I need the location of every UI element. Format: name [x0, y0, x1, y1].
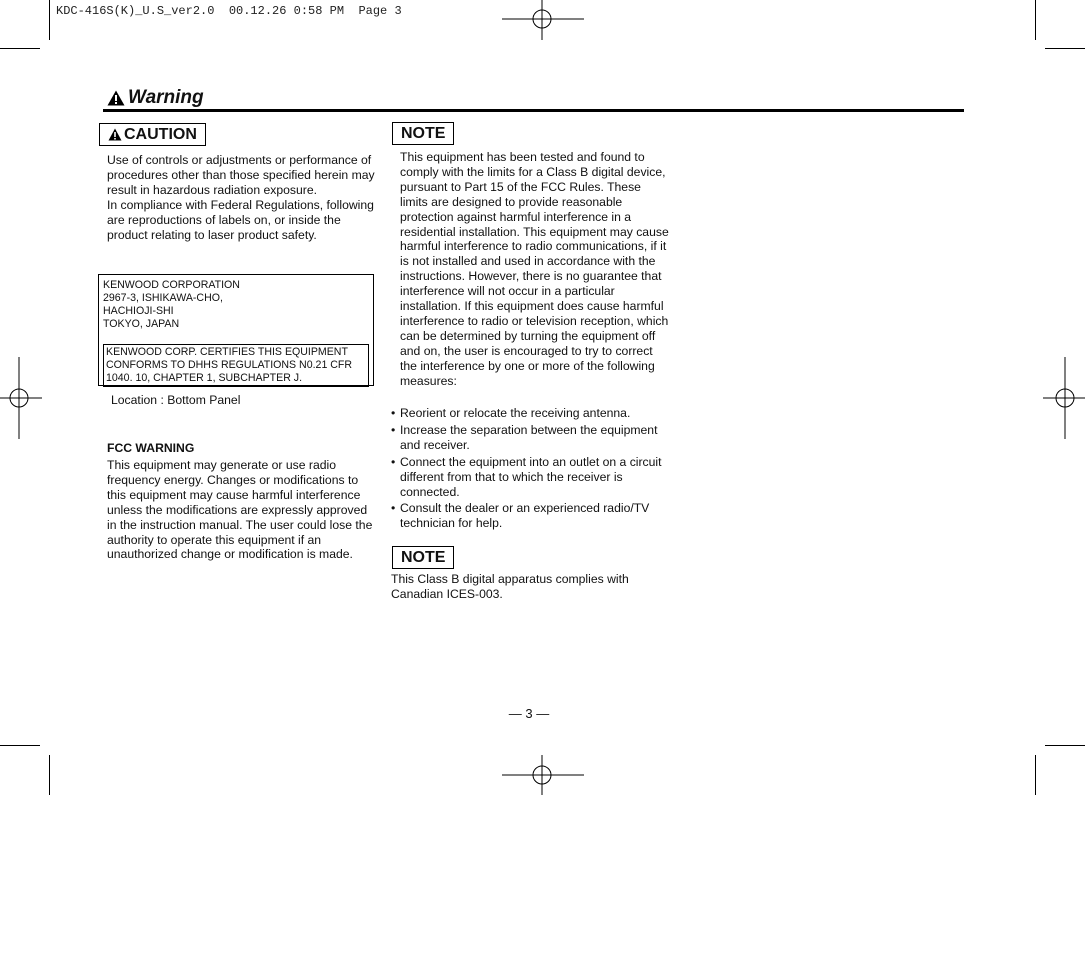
registration-mark-right — [1043, 357, 1085, 439]
caution-paragraph: Use of controls or adjustments or performance of procedures other than those specified herein may result in hazardous radiation exposure. — [107, 153, 375, 197]
label-address-line: 2967-3, ISHIKAWA-CHO, — [103, 292, 223, 304]
registration-mark-bottom — [502, 755, 584, 795]
section-title — [107, 87, 204, 109]
crop-mark — [1035, 755, 1036, 795]
warning-triangle-icon — [108, 128, 122, 141]
crop-mark — [1045, 48, 1085, 49]
list-item: • Consult the dealer or an experienced radio/TV technician for help. — [391, 501, 672, 531]
label-location: Location : Bottom Panel — [111, 393, 241, 407]
crop-mark — [0, 48, 40, 49]
label-address-line: KENWOOD CORPORATION — [103, 279, 240, 291]
page-number: — 3 — — [508, 706, 550, 721]
laser-label-box — [98, 274, 374, 386]
title-rule — [103, 109, 964, 112]
fcc-heading: FCC WARNING — [107, 441, 195, 455]
list-item: • Reorient or relocate the receiving antenna. — [391, 406, 672, 421]
crop-mark — [1045, 745, 1085, 746]
list-item: • Connect the equipment into an outlet on a circuit different from that to which the receiver is connected. — [391, 455, 672, 500]
crop-mark — [49, 755, 50, 795]
print-header: KDC-416S(K)_U.S_ver2.0 00.12.26 0:58 PM Page 3 — [56, 4, 402, 18]
caution-label-text: CAUTION — [124, 126, 197, 143]
caution-paragraph: In compliance with Federal Regulations, following are reproductions of labels on, or inside the product relating to laser product safety. — [107, 197, 374, 242]
note-text: This equipment has been tested and found to comply with the limits for a Class B digital device, pursuant to Part 15 of the FCC Rules. These limits are designed to provide reasonable protection against harmful interference in a residential installation. This equipment may cause harmful interference to radio communications, if it is not installed and used in accordance with the instructions. However, there is no guarantee that interference will not occur in a particular installation. If this equipment does cause harmful interference to radio or television reception, which can be determined by turning the equipment off and on, the user is encouraged to try to correct the interference by one or more of the following measures: — [400, 150, 669, 388]
fcc-text: This equipment may generate or use radio frequency energy. Changes or modifications to this equipment may cause harmful interference unless the modifications are expressly approved in the instruction manual. The user could lose the authority to operate this equipment if an unauthorized change or modification is made. — [107, 458, 373, 562]
warning-triangle-icon — [107, 90, 125, 106]
note-label-text: NOTE — [401, 125, 446, 142]
caution-text — [107, 153, 375, 242]
registration-mark-top — [502, 0, 584, 40]
note-label-2 — [392, 546, 454, 569]
crop-mark — [1035, 0, 1036, 40]
measures-list — [391, 406, 672, 533]
crop-mark — [49, 0, 50, 40]
note-2-text: This Class B digital apparatus complies with Canadian ICES-003. — [391, 572, 629, 601]
caution-label — [99, 123, 206, 146]
registration-mark-left — [0, 357, 42, 439]
label-certification: KENWOOD CORP. CERTIFIES THIS EQUIPMENT CONFORMS TO DHHS REGULATIONS N0.21 CFR 1040. 10, CHAPTER 1, SUBCHAPTER J. — [103, 344, 369, 387]
note-label — [392, 122, 454, 145]
label-address-line: HACHIOJI-SHI — [103, 305, 174, 317]
list-item: • Increase the separation between the equipment and receiver. — [391, 423, 672, 453]
crop-mark — [0, 745, 40, 746]
label-address-line: TOKYO, JAPAN — [103, 318, 180, 330]
section-title-text: Warning — [128, 87, 204, 108]
note-label-text: NOTE — [401, 549, 446, 566]
